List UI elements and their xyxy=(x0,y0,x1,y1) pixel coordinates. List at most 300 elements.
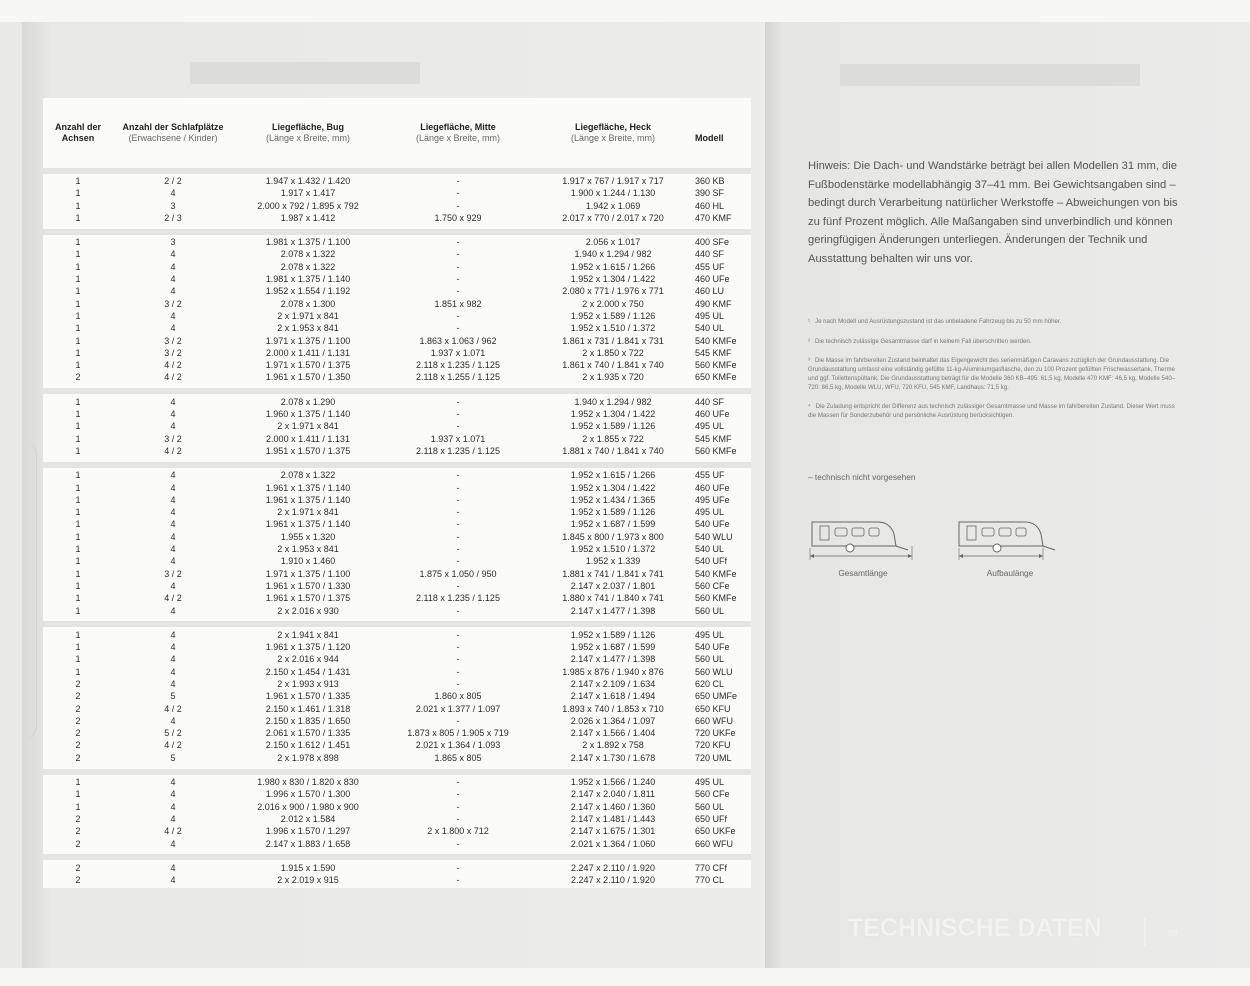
cell-model: 540 KMFe xyxy=(695,335,737,346)
cell-axles: 1 xyxy=(75,629,81,640)
cell-model: 545 KMF xyxy=(695,433,732,444)
cell-axles: 1 xyxy=(75,654,81,665)
page-crease xyxy=(22,440,37,740)
cell-axles: 2 xyxy=(75,752,81,763)
cell-bed-middle: - xyxy=(456,715,460,726)
cell-berths: 3 / 2 xyxy=(164,568,182,579)
specs-table-body xyxy=(43,163,751,886)
cell-bed-front: 2 x 1.993 x 913 xyxy=(277,678,339,689)
cell-bed-rear: 1.845 x 800 / 1.973 x 800 xyxy=(562,531,664,542)
cell-axles: 1 xyxy=(75,605,81,616)
table-row xyxy=(43,715,751,727)
cell-model: 495 UL xyxy=(695,777,725,788)
footnote: ¹ Je nach Modell und Ausrüstungszustand ist das unbeladene Fahrzeug bis zu 50 mm höher. xyxy=(808,318,1062,325)
col-header-axles: Anzahl der Achsen xyxy=(54,122,101,143)
notice-text: Hinweis: Die Dach- und Wandstärke beträgt bei allen Modellen 31 mm, die Fußbodenstärke modellabhängig 37–41 mm. Bei Gewichtsangaben sind – bedingt durch Verarbeitung natürlicher Werkstoffe – Abweichungen von bis zu fünf Prozent möglich. Alle Maßangaben sind unverbindlich und können geringfügigen Änderungen unterliegen. Änderungen der Technik und Ausstattung behalten wir uns vor. xyxy=(808,160,1178,265)
group-separator xyxy=(43,457,751,469)
table-row xyxy=(43,200,751,212)
cell-axles: 1 xyxy=(75,531,81,542)
table-row xyxy=(43,433,751,445)
table-row xyxy=(43,690,751,702)
cell-berths: 4 / 2 xyxy=(164,372,182,383)
cell-bed-middle: - xyxy=(456,188,460,199)
group-separator-bar xyxy=(43,621,751,627)
cell-bed-middle: - xyxy=(456,777,460,788)
cell-axles: 2 xyxy=(75,862,81,873)
scan-margin-bottom xyxy=(0,968,1250,986)
cell-bed-rear: 1.952 x 1.687 / 1.599 xyxy=(570,519,656,530)
cell-axles: 2 xyxy=(75,691,81,702)
cell-bed-middle: 2.118 x 1.235 / 1.125 xyxy=(416,360,500,371)
group-separator xyxy=(43,224,751,236)
cell-axles: 1 xyxy=(75,568,81,579)
cell-bed-middle: - xyxy=(456,494,460,505)
cell-berths: 2 / 3 xyxy=(164,212,182,223)
cell-berths: 2 / 2 xyxy=(164,176,182,186)
cell-model: 650 KFU xyxy=(695,703,731,714)
cell-model: 360 KB xyxy=(695,176,725,186)
cell-berths: 4 xyxy=(170,396,176,407)
cell-berths: 4 xyxy=(170,494,176,505)
table-row xyxy=(43,506,751,518)
specs-table-panel xyxy=(43,98,751,888)
cell-axles: 1 xyxy=(75,421,81,432)
cell-berths: 4 / 2 xyxy=(164,703,182,714)
cell-bed-middle: 2.118 x 1.235 / 1.125 xyxy=(416,593,500,604)
cell-berths: 4 / 2 xyxy=(164,445,182,456)
table-row xyxy=(43,788,751,800)
cell-berths: 3 / 2 xyxy=(164,298,182,309)
cell-bed-rear: 1.952 x 1.304 / 1.422 xyxy=(570,482,656,493)
cell-model: 560 CFe xyxy=(695,580,730,591)
table-row xyxy=(43,862,751,874)
group-separator-bar xyxy=(43,229,751,235)
cell-bed-rear: 1.952 x 1.304 / 1.422 xyxy=(570,274,656,285)
cell-bed-front: 1.961 x 1.375 / 1.140 xyxy=(265,519,351,530)
cell-bed-middle: - xyxy=(456,875,460,886)
cell-bed-front: 1.955 x 1.320 xyxy=(280,531,336,542)
caravan-body-length-icon xyxy=(955,512,1065,564)
page-number: 09 xyxy=(1168,928,1179,938)
dash-legend: – technisch nicht vorgesehen xyxy=(808,472,916,482)
cell-bed-rear: 1.952 x 1.510 / 1.372 xyxy=(570,544,656,555)
table-row xyxy=(43,739,751,751)
cell-model: 460 UFe xyxy=(695,274,730,285)
section-title: TECHNISCHE DATEN xyxy=(848,914,1102,942)
cell-model: 545 KMF xyxy=(695,347,732,358)
cell-berths: 4 xyxy=(170,642,176,653)
cell-axles: 1 xyxy=(75,470,81,481)
cell-berths: 4 xyxy=(170,507,176,518)
cell-bed-rear: 2 x 1.855 x 722 xyxy=(582,433,644,444)
cell-bed-middle: - xyxy=(456,531,460,542)
cell-model: 540 UFf xyxy=(695,556,728,567)
cell-axles: 1 xyxy=(75,335,81,346)
cell-bed-rear: 1.861 x 731 / 1.841 x 731 xyxy=(562,335,664,346)
cell-bed-middle: 1.860 x 805 xyxy=(434,691,482,702)
title-divider xyxy=(1144,918,1146,946)
cell-bed-front: 1.981 x 1.375 / 1.140 xyxy=(265,274,351,285)
cell-bed-middle: 2.021 x 1.377 / 1.097 xyxy=(415,703,501,714)
cell-model: 560 UL xyxy=(695,605,725,616)
cell-model: 460 UFe xyxy=(695,482,730,493)
cell-axles: 1 xyxy=(75,249,81,260)
cell-model: 540 UL xyxy=(695,323,725,334)
cell-bed-front: 2.150 x 1.461 / 1.318 xyxy=(265,703,351,714)
cell-bed-front: 2 x 1.971 x 841 xyxy=(277,507,339,518)
cell-axles: 1 xyxy=(75,593,81,604)
cell-bed-middle: - xyxy=(456,200,460,211)
cell-axles: 1 xyxy=(75,212,81,223)
cell-bed-middle: - xyxy=(456,605,460,616)
footnote: ⁴ Die Zuladung entspricht der Differenz aus technisch zulässiger Gesamtmasse und Masse im fahrbereiten Zustand. Dieser Wert muss die Massen für Sonderzubehör und persönliche Ausrüstung berücksichtigen. xyxy=(808,403,1175,419)
cell-bed-rear: 1.861 x 740 / 1.841 x 740 xyxy=(562,360,664,371)
cell-axles: 1 xyxy=(75,200,81,211)
cell-bed-rear: 1.952 x 1.589 / 1.126 xyxy=(570,507,656,518)
table-row xyxy=(43,801,751,813)
cell-model: 455 UF xyxy=(695,261,725,272)
cell-bed-front: 1.952 x 1.554 / 1.192 xyxy=(265,286,351,297)
cell-axles: 1 xyxy=(75,286,81,297)
group-separator-bar xyxy=(43,854,751,860)
footnote: ² Die technisch zulässige Gesamtmasse darf in keinem Fall überschritten werden. xyxy=(808,337,1032,345)
cell-berths: 4 xyxy=(170,544,176,555)
bleed-through-heading xyxy=(840,64,1140,86)
group-separator-cell xyxy=(43,384,751,396)
bleed-through-heading xyxy=(190,62,420,84)
cell-bed-front: 2.150 x 1.835 / 1.650 xyxy=(265,715,351,726)
cell-model: 720 UML xyxy=(695,752,732,763)
cell-model: 460 LU xyxy=(695,286,725,297)
cell-berths: 4 xyxy=(170,556,176,567)
table-row xyxy=(43,285,751,297)
cell-model: 540 UFe xyxy=(695,519,730,530)
cell-bed-middle: 1.750 x 929 xyxy=(434,212,482,223)
cell-axles: 2 xyxy=(75,715,81,726)
cell-model: 560 KMFe xyxy=(695,593,737,604)
table-row xyxy=(43,580,751,592)
group-separator-cell xyxy=(43,224,751,236)
cell-bed-rear: 2.147 x 1.481 / 1.443 xyxy=(570,813,656,824)
cell-bed-front: 2.078 x 1.322 xyxy=(280,470,336,481)
cell-berths: 5 xyxy=(170,752,176,763)
cell-bed-middle: - xyxy=(456,801,460,812)
group-separator-cell xyxy=(43,457,751,469)
diagram-body-length xyxy=(955,512,1065,582)
cell-bed-rear: 1.952 x 1.434 / 1.365 xyxy=(570,494,656,505)
cell-axles: 1 xyxy=(75,360,81,371)
group-separator-cell xyxy=(43,163,751,175)
cell-axles: 1 xyxy=(75,409,81,420)
cell-berths: 4 xyxy=(170,777,176,788)
cell-bed-middle: - xyxy=(456,666,460,677)
table-row xyxy=(43,727,751,739)
cell-berths: 4 xyxy=(170,188,176,199)
cell-berths: 4 xyxy=(170,470,176,481)
cell-axles: 1 xyxy=(75,347,81,358)
cell-axles: 2 xyxy=(75,838,81,849)
cell-model: 460 UFe xyxy=(695,409,730,420)
cell-model: 495 UL xyxy=(695,507,725,518)
table-row xyxy=(43,543,751,555)
cell-bed-front: 2.000 x 792 / 1.895 x 792 xyxy=(257,200,359,211)
cell-bed-rear: 1.881 x 741 / 1.841 x 741 xyxy=(562,568,664,579)
cell-model: 495 UL xyxy=(695,421,725,432)
cell-bed-front: 2.012 x 1.584 xyxy=(280,813,336,824)
cell-model: 440 SF xyxy=(695,249,725,260)
cell-berths: 4 / 2 xyxy=(164,360,182,371)
cell-axles: 1 xyxy=(75,323,81,334)
cell-berths: 4 xyxy=(170,409,176,420)
table-row xyxy=(43,555,751,567)
cell-axles: 2 xyxy=(75,372,81,383)
group-separator xyxy=(43,384,751,396)
table-row xyxy=(43,752,751,764)
group-separator-cell xyxy=(43,850,751,862)
cell-model: 560 CFe xyxy=(695,789,730,800)
table-row xyxy=(43,371,751,383)
cell-bed-middle: 1.873 x 805 / 1.905 x 719 xyxy=(407,728,509,739)
cell-bed-middle: 1.851 x 982 xyxy=(434,298,482,309)
cell-berths: 4 xyxy=(170,801,176,812)
cell-bed-rear: 2.147 x 1.618 / 1.494 xyxy=(570,691,656,702)
cell-model: 540 UFe xyxy=(695,642,730,653)
cell-model: 440 SF xyxy=(695,396,725,407)
cell-berths: 4 xyxy=(170,629,176,640)
cell-bed-rear: 1.952 x 1.339 xyxy=(585,556,641,567)
cell-axles: 1 xyxy=(75,445,81,456)
cell-model: 660 WFU xyxy=(695,838,734,849)
group-separator-bar xyxy=(43,769,751,775)
cell-bed-front: 1.960 x 1.375 / 1.140 xyxy=(265,409,351,420)
cell-bed-front: 2.078 x 1.322 xyxy=(280,249,336,260)
cell-bed-rear: 2.056 x 1.017 xyxy=(585,237,641,248)
cell-bed-middle: 1.937 x 1.071 xyxy=(430,347,486,358)
cell-bed-rear: 2.017 x 770 / 2.017 x 720 xyxy=(562,212,664,223)
cell-bed-front: 1.961 x 1.375 / 1.120 xyxy=(265,642,351,653)
group-separator xyxy=(43,163,751,175)
cell-model: 400 SFe xyxy=(695,237,730,248)
cell-bed-rear: 2.021 x 1.364 / 1.060 xyxy=(570,838,656,849)
cell-bed-rear: 1.952 x 1.589 / 1.126 xyxy=(570,421,656,432)
cell-bed-middle: - xyxy=(456,629,460,640)
table-row xyxy=(43,678,751,690)
cell-bed-front: 1.917 x 1.417 xyxy=(280,188,336,199)
table-row xyxy=(43,359,751,371)
cell-bed-front: 2.078 x 1.300 xyxy=(280,298,336,309)
cell-berths: 4 xyxy=(170,249,176,260)
cell-axles: 2 xyxy=(75,875,81,886)
table-row xyxy=(43,874,751,886)
cell-model: 460 HL xyxy=(695,200,725,211)
cell-model: 560 WLU xyxy=(695,666,733,677)
cell-berths: 4 xyxy=(170,862,176,873)
cell-berths: 4 xyxy=(170,654,176,665)
cell-bed-rear: 1.952 x 1.510 / 1.372 xyxy=(570,323,656,334)
group-separator xyxy=(43,850,751,862)
cell-bed-front: 1.961 x 1.570 / 1.375 xyxy=(265,593,351,604)
cell-bed-front: 2.078 x 1.290 xyxy=(280,396,336,407)
cell-model: 560 UL xyxy=(695,654,725,665)
cell-axles: 1 xyxy=(75,176,81,186)
cell-bed-rear: 1.940 x 1.294 / 982 xyxy=(574,396,652,407)
cell-bed-rear: 1.900 x 1.244 / 1.130 xyxy=(570,188,656,199)
table-row xyxy=(43,396,751,408)
cell-axles: 1 xyxy=(75,777,81,788)
cell-bed-middle: - xyxy=(456,261,460,272)
cell-bed-rear: 2.147 x 2.037 / 1.801 xyxy=(570,580,656,591)
cell-berths: 4 / 2 xyxy=(164,826,182,837)
cell-bed-rear: 1.952 x 1.566 / 1.240 xyxy=(570,777,656,788)
cell-bed-middle: - xyxy=(456,789,460,800)
cell-bed-rear: 2.147 x 1.730 / 1.678 xyxy=(570,752,656,763)
cell-axles: 2 xyxy=(75,826,81,837)
table-row xyxy=(43,420,751,432)
cell-berths: 3 / 2 xyxy=(164,335,182,346)
cell-model: 720 UKFe xyxy=(695,728,736,739)
cell-bed-rear: 1.952 x 1.615 / 1.266 xyxy=(570,470,656,481)
cell-bed-rear: 2 x 1.935 x 720 xyxy=(582,372,644,383)
table-row xyxy=(43,469,751,481)
table-row xyxy=(43,248,751,260)
table-row xyxy=(43,322,751,334)
cell-axles: 1 xyxy=(75,310,81,321)
cell-bed-front: 1.961 x 1.570 / 1.350 xyxy=(265,372,351,383)
cell-bed-middle: - xyxy=(456,556,460,567)
table-row xyxy=(43,273,751,285)
cell-bed-middle: - xyxy=(456,323,460,334)
cell-berths: 4 xyxy=(170,323,176,334)
cell-berths: 4 xyxy=(170,482,176,493)
group-separator xyxy=(43,764,751,776)
cell-bed-front: 2 x 2.016 x 930 xyxy=(277,605,339,616)
table-row xyxy=(43,212,751,224)
cell-berths: 3 / 2 xyxy=(164,347,182,358)
cell-bed-middle: - xyxy=(456,310,460,321)
table-row xyxy=(43,518,751,530)
table-row xyxy=(43,641,751,653)
cell-bed-front: 2.147 x 1.883 / 1.658 xyxy=(265,838,351,849)
cell-model: 490 KMF xyxy=(695,298,732,309)
cell-bed-front: 1.910 x 1.460 xyxy=(280,556,336,567)
cell-bed-rear: 2 x 1.892 x 758 xyxy=(582,740,644,751)
footnote: ³ Die Masse im fahrbereiten Zustand beinhaltet das Eigengewicht des serienmäßigen Caravans zuzüglich der Grundausstattung. Die Grundausstattung umfasst eine vollständig gefüllte 11-kg-Aluminiumgasflasche, den zu 100 Prozent gefüllten Frischwassertank, Therme und ggf. Toilettenspültank. Die Grundausstattung beträgt für die Modelle 360 KB–495: 61,5 kg, Modelle 470 KMF: 46,5 kg, Modelle 540–720: 86,5 kg, Modelle WLU, WFU, 720 KFU, 545 KMF, Landhaus: 71,5 kg. xyxy=(808,357,1176,391)
cell-berths: 4 xyxy=(170,789,176,800)
cell-bed-middle: 1.937 x 1.071 xyxy=(430,433,486,444)
cell-bed-rear: 2.247 x 2.110 / 1.920 xyxy=(571,862,655,873)
table-header-row xyxy=(43,98,751,163)
table-row xyxy=(43,531,751,543)
cell-bed-front: 2 x 2.016 x 944 xyxy=(277,654,339,665)
cell-bed-front: 1.981 x 1.375 / 1.100 xyxy=(265,237,351,248)
cell-bed-rear: 2.147 x 1.460 / 1.360 xyxy=(570,801,656,812)
cell-berths: 5 / 2 xyxy=(164,728,182,739)
cell-bed-front: 2.016 x 900 / 1.980 x 900 xyxy=(257,801,359,812)
cell-bed-rear: 1.952 x 1.687 / 1.599 xyxy=(570,642,656,653)
col-header-bed-front: Liegefläche, Bug (Länge x Breite, mm) xyxy=(265,122,351,143)
cell-model: 620 CL xyxy=(695,678,725,689)
cell-bed-front: 1.996 x 1.570 / 1.300 xyxy=(265,789,351,800)
cell-model: 650 KMFe xyxy=(695,372,737,383)
cell-bed-front: 1.996 x 1.570 / 1.297 xyxy=(265,826,351,837)
cell-bed-rear: 1.940 x 1.294 / 982 xyxy=(574,249,652,260)
cell-bed-middle: - xyxy=(456,249,460,260)
cell-bed-rear: 2.147 x 1.477 / 1.398 xyxy=(570,605,656,616)
cell-bed-middle: - xyxy=(456,396,460,407)
cell-bed-middle: 2.118 x 1.255 / 1.125 xyxy=(416,372,500,383)
cell-bed-front: 2.000 x 1.411 / 1.131 xyxy=(266,433,350,444)
cell-axles: 1 xyxy=(75,494,81,505)
cell-axles: 2 xyxy=(75,728,81,739)
table-row xyxy=(43,175,751,187)
cell-bed-front: 1.951 x 1.570 / 1.375 xyxy=(265,445,351,456)
cell-bed-middle: 2 x 1.800 x 712 xyxy=(427,826,489,837)
cell-axles: 2 xyxy=(75,740,81,751)
cell-berths: 4 xyxy=(170,286,176,297)
table-row xyxy=(43,347,751,359)
cell-berths: 4 xyxy=(170,678,176,689)
cell-axles: 1 xyxy=(75,261,81,272)
cell-axles: 1 xyxy=(75,519,81,530)
cell-bed-middle: 1.863 x 1.063 / 962 xyxy=(419,335,497,346)
table-row xyxy=(43,445,751,457)
cell-berths: 3 xyxy=(170,237,176,248)
cell-bed-rear: 2.247 x 2.110 / 1.920 xyxy=(571,875,655,886)
table-row xyxy=(43,187,751,199)
cell-berths: 4 xyxy=(170,838,176,849)
cell-berths: 3 / 2 xyxy=(164,433,182,444)
specs-table xyxy=(43,98,751,886)
table-row xyxy=(43,825,751,837)
cell-berths: 4 xyxy=(170,580,176,591)
group-separator-bar xyxy=(43,462,751,468)
cell-bed-rear: 2.080 x 771 / 1.976 x 771 xyxy=(562,286,664,297)
table-row xyxy=(43,629,751,641)
cell-berths: 4 xyxy=(170,715,176,726)
cell-axles: 1 xyxy=(75,188,81,199)
cell-bed-middle: 1.865 x 805 xyxy=(434,752,482,763)
cell-bed-rear: 1.917 x 767 / 1.917 x 717 xyxy=(562,176,664,186)
cell-axles: 1 xyxy=(75,666,81,677)
cell-model: 470 KMF xyxy=(695,212,732,223)
col-header-bed-middle: Liegefläche, Mitte (Länge x Breite, mm) xyxy=(415,122,501,143)
cell-model: 650 UFf xyxy=(695,813,728,824)
cell-bed-rear: 2 x 1.850 x 722 xyxy=(582,347,644,358)
cell-bed-front: 2.061 x 1.570 / 1.335 xyxy=(265,728,351,739)
cell-berths: 4 xyxy=(170,875,176,886)
table-row xyxy=(43,568,751,580)
cell-bed-rear: 1.952 x 1.589 / 1.126 xyxy=(570,310,656,321)
cell-bed-middle: - xyxy=(456,678,460,689)
table-row xyxy=(43,335,751,347)
group-separator xyxy=(43,617,751,629)
cell-bed-front: 2.078 x 1.322 xyxy=(280,261,336,272)
cell-bed-rear: 2.026 x 1.364 / 1.097 xyxy=(570,715,656,726)
cell-axles: 1 xyxy=(75,507,81,518)
cell-bed-front: 2.150 x 1.612 / 1.451 xyxy=(265,740,351,751)
cell-bed-middle: - xyxy=(456,274,460,285)
cell-axles: 1 xyxy=(75,544,81,555)
cell-axles: 1 xyxy=(75,433,81,444)
cell-model: 455 UF xyxy=(695,470,725,481)
cell-berths: 4 xyxy=(170,531,176,542)
cell-bed-front: 1.961 x 1.570 / 1.335 xyxy=(265,691,351,702)
footnotes xyxy=(808,318,1178,432)
cell-bed-rear: 1.952 x 1.615 / 1.266 xyxy=(570,261,656,272)
cell-bed-front: 1.961 x 1.375 / 1.140 xyxy=(265,494,351,505)
cell-bed-front: 2 x 1.971 x 841 xyxy=(277,310,339,321)
cell-axles: 2 xyxy=(75,678,81,689)
